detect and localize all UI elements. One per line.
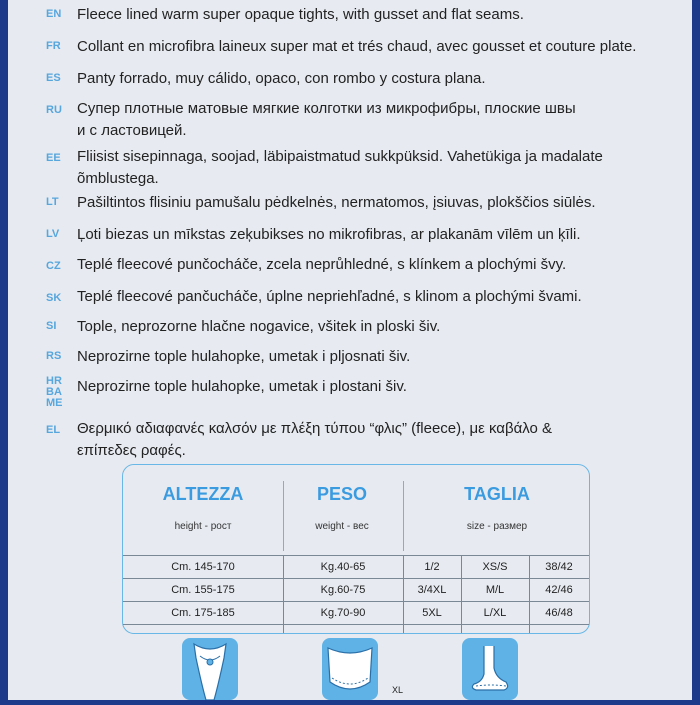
- header-size-subtitle: size - размер: [466, 521, 528, 532]
- table-cell-size: 3/4XL: [417, 584, 447, 596]
- table-cell-weight: Kg.60-75: [320, 584, 366, 596]
- language-description: [77, 36, 687, 58]
- language-description: [77, 418, 687, 462]
- language-description: [77, 346, 687, 368]
- language-description: [77, 4, 687, 26]
- gusset-icon: [182, 638, 238, 700]
- foot-icon: [462, 638, 518, 700]
- header-height-subtitle: height - рост: [174, 521, 232, 532]
- description-line: Ļoti biezas un mīkstas zeķubikses no mikrofibras, ar plakanām vīlēm un ķīli.: [77, 226, 581, 243]
- description-line: и с ластовицей.: [77, 122, 187, 139]
- description-line: Супер плотные матовые мягкие колготки из микрофибры, плоские швы: [77, 100, 576, 117]
- language-description: [77, 316, 687, 338]
- description-line: Teplé fleecové punčocháče, zcela neprůhledné, s klínkem a plochými švy.: [77, 256, 567, 273]
- description-line: Fleece lined warm super opaque tights, with gusset and flat seams.: [77, 6, 524, 23]
- language-code: EN: [46, 8, 62, 20]
- description-line: Θερμικό αδιαφανές καλσόν με πλέξη τύπου “φλις” (fleece), με καβάλο &: [77, 420, 553, 437]
- description-line: Tople, neprozorne hlačne nogavice, všitek in ploski šiv.: [77, 318, 441, 335]
- language-code: CZ: [46, 260, 61, 272]
- language-description: [77, 98, 687, 142]
- icon-size-label: XL: [392, 685, 404, 695]
- description-line: Panty forrado, muy cálido, opaco, con rombo y costura plana.: [77, 70, 486, 87]
- table-cell-weight: Kg.40-65: [320, 561, 366, 573]
- language-description: [77, 192, 687, 214]
- language-description: [77, 68, 687, 90]
- language-code: LV: [46, 228, 60, 240]
- table-cell-eu: 38/42: [545, 561, 573, 573]
- table-cell-eu: 46/48: [545, 607, 573, 619]
- description-line: Pašiltintos flisiniu pamušalu pėdkelnės, nermatomos, įsiuvas, plokščios siūlės.: [77, 194, 596, 211]
- description-line: Teplé fleecové pančucháče, úplne nepriehľadné, s klinom a plochými švami.: [77, 288, 582, 305]
- header-height-title: ALTEZZA: [162, 484, 244, 504]
- table-cell-height: Cm. 145-170: [171, 561, 235, 573]
- table-cell-weight: Kg.70-90: [320, 607, 366, 619]
- header-divider: [403, 481, 404, 551]
- language-code: LT: [46, 196, 59, 208]
- language-description: [77, 286, 687, 308]
- size-table: [122, 464, 590, 634]
- description-line: õmblustega.: [77, 170, 159, 187]
- description-line: Fliisist sisepinnaga, soojad, läbipaistmatud sukkpüksid. Vahetükiga ja madalate: [77, 148, 603, 165]
- header-weight-title: PESO: [316, 484, 368, 504]
- language-description: [77, 254, 687, 276]
- description-line: Collant en microfibra laineux super mat et trés chaud, avec gousset et couture plate.: [77, 38, 637, 55]
- language-code: FR: [46, 40, 61, 52]
- table-rule: [123, 624, 589, 625]
- header-size-title: TAGLIA: [464, 484, 530, 504]
- header-size: [405, 481, 589, 551]
- description-line: επίπεδες ραφές.: [77, 442, 186, 459]
- language-code: HR BA ME: [46, 375, 63, 409]
- table-cell-letter: M/L: [485, 584, 505, 596]
- table-cell-eu: 42/46: [545, 584, 573, 596]
- table-cell-letter: XS/S: [482, 561, 508, 573]
- language-description: [77, 146, 687, 190]
- header-weight-subtitle: weight - вес: [315, 521, 369, 532]
- language-code: ES: [46, 72, 61, 84]
- product-label-panel: [8, 0, 692, 700]
- flat-seams-icon: [322, 638, 378, 700]
- description-line: Neprozirne tople hulahopke, umetak i pljosnati šiv.: [77, 348, 411, 365]
- table-cell-size: 1/2: [424, 561, 440, 573]
- table-cell-size: 5XL: [422, 607, 442, 619]
- header-height: [123, 481, 283, 551]
- description-line: Neprozirne tople hulahopke, umetak i plostani šiv.: [77, 378, 407, 395]
- language-code: SK: [46, 292, 62, 304]
- table-cell-height: Cm. 175-185: [171, 607, 235, 619]
- language-code: SI: [46, 320, 57, 332]
- language-description: [77, 376, 687, 398]
- language-code: RS: [46, 350, 62, 362]
- table-cell-letter: L/XL: [483, 607, 507, 619]
- language-description: [77, 224, 687, 246]
- language-code: EL: [46, 424, 61, 436]
- language-code: RU: [46, 104, 62, 116]
- header-weight: [283, 481, 401, 551]
- table-cell-height: Cm. 155-175: [171, 584, 235, 596]
- language-code: EE: [46, 152, 61, 164]
